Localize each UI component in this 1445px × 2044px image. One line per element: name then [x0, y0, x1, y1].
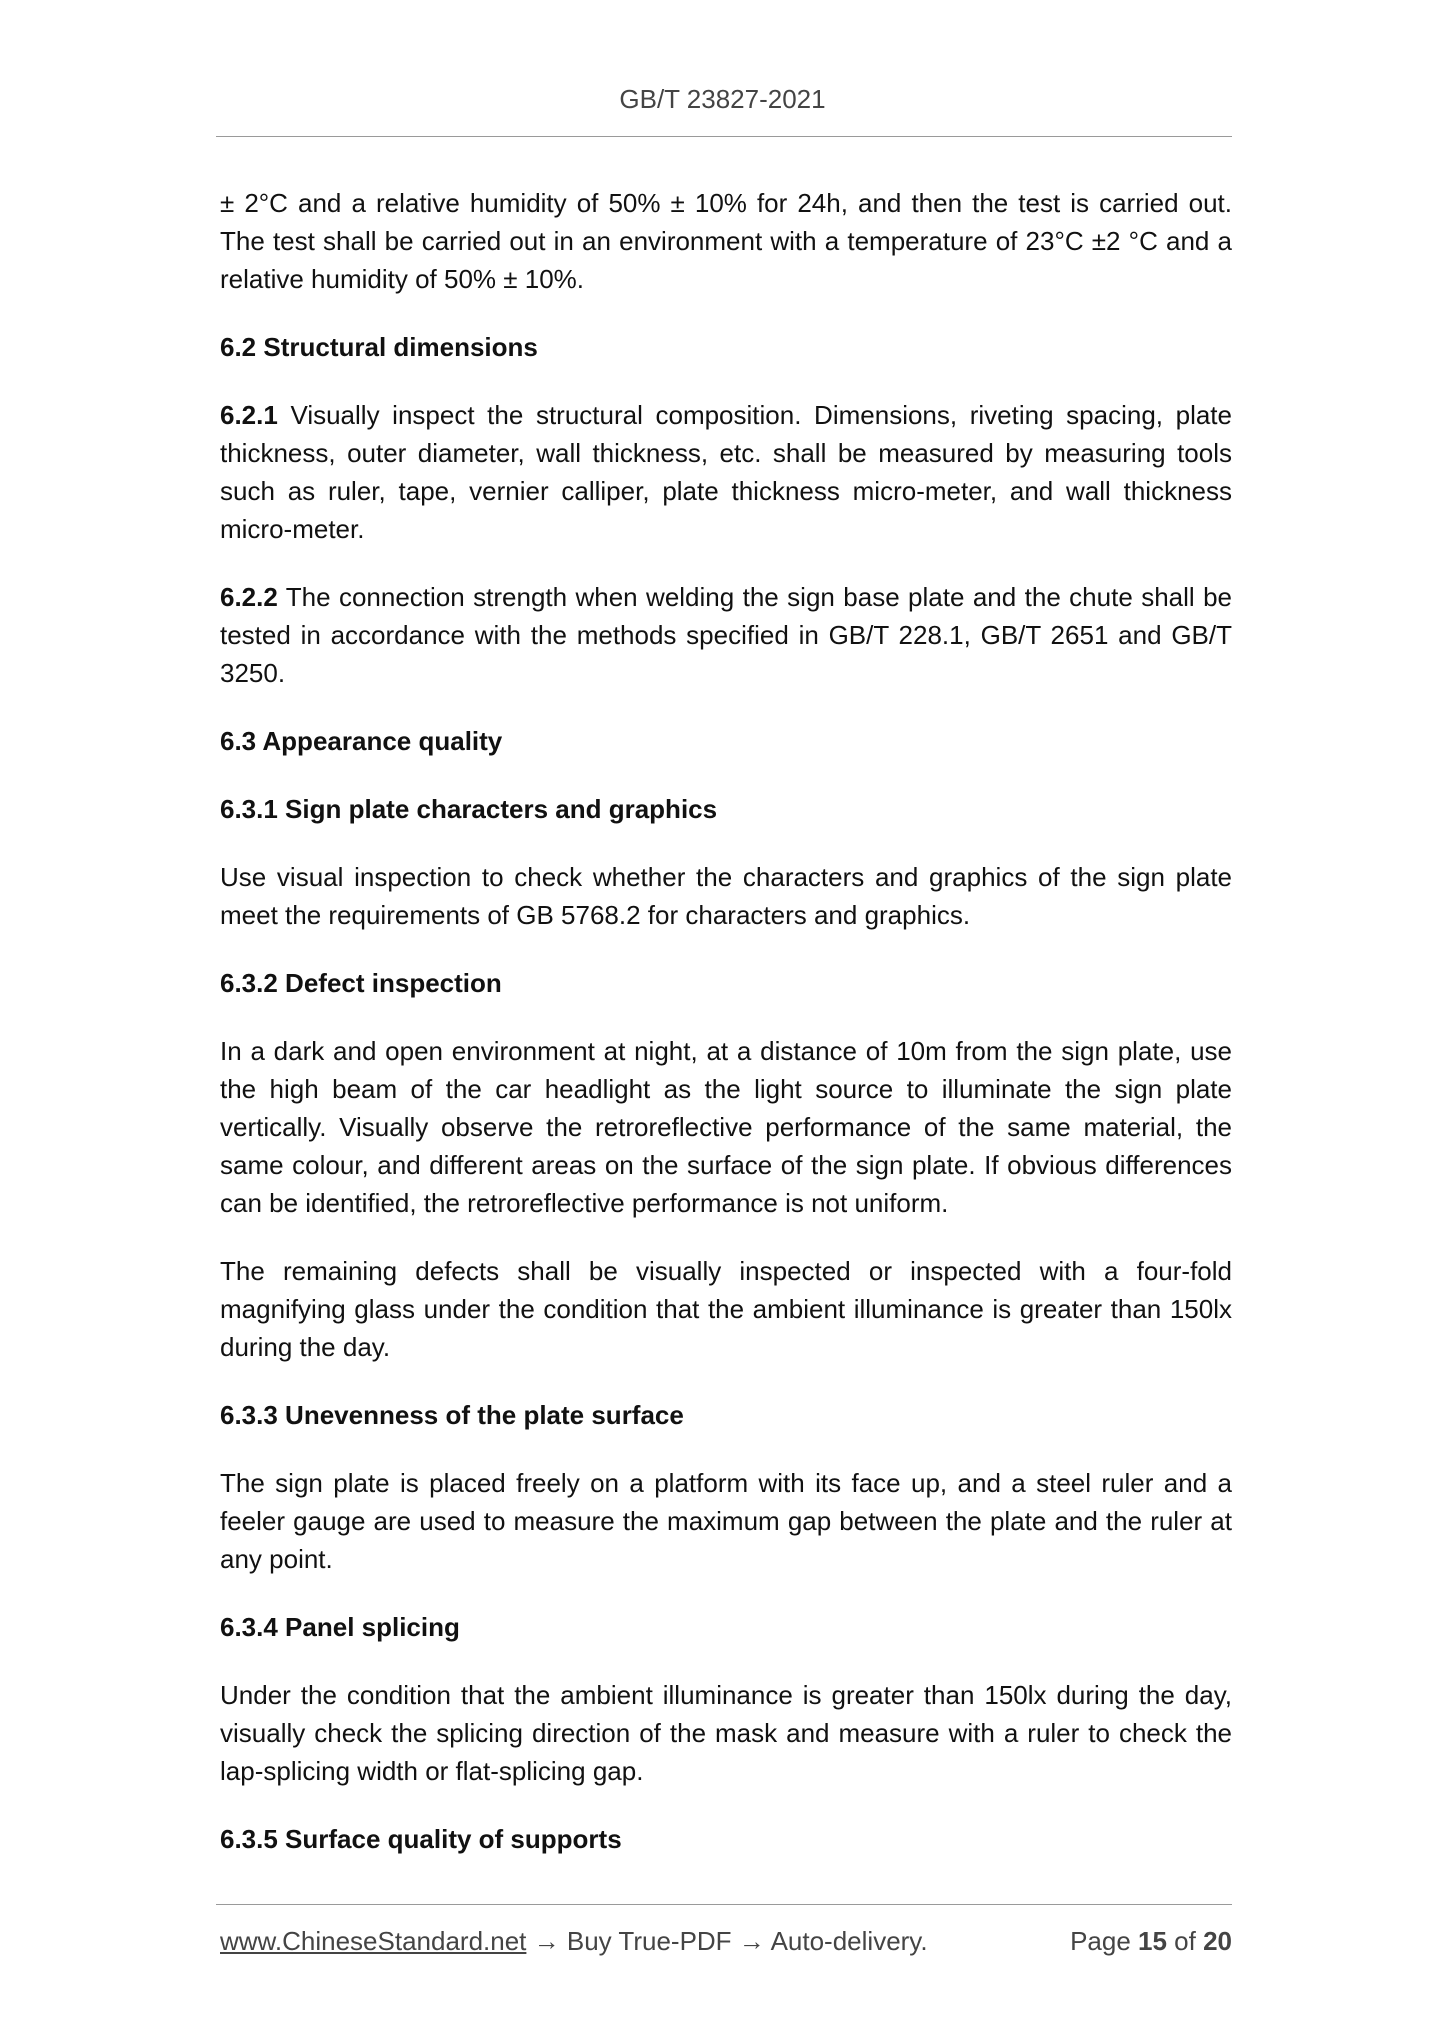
paragraph-6-2-1 — [220, 396, 1232, 548]
document-body — [220, 184, 1232, 1888]
paragraph-6-2-2 — [220, 578, 1232, 692]
heading-6-3-4: 6.3.4 Panel splicing — [220, 1612, 460, 1642]
heading-6-3: 6.3 Appearance quality — [220, 726, 503, 756]
header-divider — [216, 136, 1232, 137]
clause-text-6-2-1: Visually inspect the structural composition. Dimensions, riveting spacing, plate thickness, outer diameter, wall thickness, etc. shall be measured by measuring tools such as ruler, tape, vernier calliper, plate thickness micro-meter, and wall thickness micro-meter. — [220, 400, 1232, 544]
paragraph-6-3-2-a: In a dark and open environment at night, at a distance of 10m from the sign plate, use the high beam of the car headlight as the light source to illuminate the sign plate vertically. Visually observe the retroreflective performance of the same material, the same colour, and different areas on the surface of the sign plate. If obvious differences can be identified, the retroreflective performance is not uniform. — [220, 1036, 1232, 1218]
paragraph-6-3-4: Under the condition that the ambient illuminance is greater than 150lx during the day, visually check the splicing direction of the mask and measure with a ruler to check the lap-splicing width or flat-splicing gap. — [220, 1680, 1232, 1786]
paragraph-6-3-3: The sign plate is placed freely on a platform with its face up, and a steel ruler and a feeler gauge are used to measure the maximum gap between the plate and the ruler at any point. — [220, 1468, 1232, 1574]
paragraph-6-3-2-b: The remaining defects shall be visually inspected or inspected with a four-fold magnifying glass under the condition that the ambient illuminance is greater than 150lx during the day. — [220, 1256, 1232, 1362]
page-footer — [220, 1926, 1232, 1957]
heading-6-3-3: 6.3.3 Unevenness of the plate surface — [220, 1400, 684, 1430]
heading-6-3-5: 6.3.5 Surface quality of supports — [220, 1824, 622, 1854]
footer-website-link[interactable]: www.ChineseStandard.net — [220, 1926, 527, 1956]
page-of: of — [1166, 1926, 1204, 1956]
footer-tagline: → Buy True-PDF → Auto-delivery. — [526, 1926, 928, 1956]
page-total: 20 — [1203, 1926, 1232, 1956]
page-current: 15 — [1138, 1926, 1167, 1956]
heading-6-2: 6.2 Structural dimensions — [220, 332, 538, 362]
paragraph-intro: ± 2°C and a relative humidity of 50% ± 10% for 24h, and then the test is carried out. The test shall be carried out in an environment with a temperature of 23°C ±2 °C and a relative humidity of 50% ± 10%. — [220, 188, 1232, 294]
page-label: Page — [1070, 1926, 1139, 1956]
footer-divider — [216, 1904, 1232, 1905]
heading-6-3-1: 6.3.1 Sign plate characters and graphics — [220, 794, 718, 824]
page-header-title: GB/T 23827-2021 — [619, 84, 826, 114]
heading-6-3-2: 6.3.2 Defect inspection — [220, 968, 502, 998]
page-number — [1070, 1926, 1232, 1957]
paragraph-6-3-1: Use visual inspection to check whether the characters and graphics of the sign plate meet the requirements of GB 5768.2 for characters and graphics. — [220, 862, 1232, 930]
clause-number-6-2-1: 6.2.1 — [220, 400, 278, 430]
clause-text-6-2-2: The connection strength when welding the sign base plate and the chute shall be tested in accordance with the methods specified in GB/T 228.1, GB/T 2651 and GB/T 3250. — [220, 582, 1232, 688]
clause-number-6-2-2: 6.2.2 — [220, 582, 278, 612]
footer-left — [220, 1926, 928, 1957]
